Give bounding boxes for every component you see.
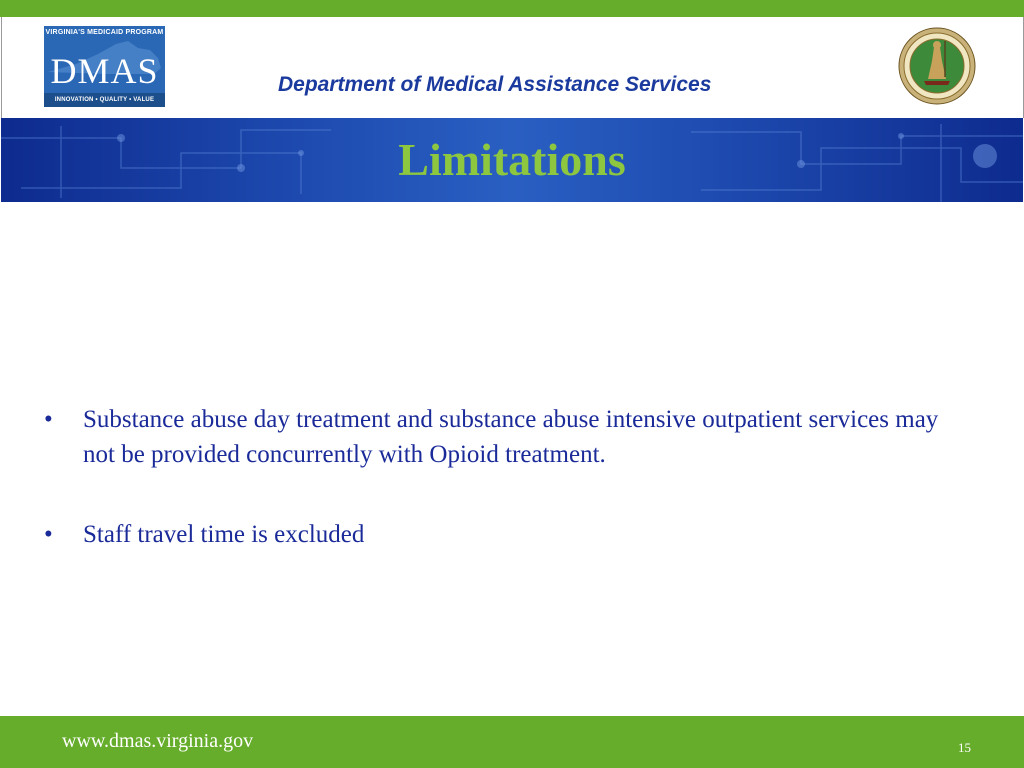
page-number: 15	[958, 740, 971, 755]
slide-title: Limitations	[398, 134, 626, 185]
top-accent-bar	[0, 0, 1024, 17]
bullet-text: Substance abuse day treatment and substance abuse intensive outpatient services may not be provided concurrently with Opioid treatment.	[83, 406, 939, 468]
title-band	[1, 118, 1023, 202]
bullet-marker: •	[44, 406, 53, 433]
logo-wordmark: DMAS	[50, 51, 159, 91]
footer-website-url: www.dmas.virginia.gov	[62, 730, 254, 752]
bullet-list	[44, 402, 944, 552]
dmas-logo	[44, 26, 165, 107]
slide-header	[1, 17, 1024, 118]
logo-tagline: INNOVATION • QUALITY • VALUE	[44, 93, 165, 107]
bullet-item	[44, 402, 944, 472]
bullet-item	[44, 517, 944, 552]
department-name: Department of Medical Assistance Services	[278, 73, 712, 96]
logo-top-text: VIRGINIA'S MEDICAID PROGRAM	[45, 29, 164, 36]
bullet-text: Staff travel time is excluded	[83, 521, 365, 548]
slide-footer	[0, 716, 1024, 768]
bullet-marker: •	[44, 521, 53, 548]
virginia-seal-icon	[898, 27, 976, 105]
